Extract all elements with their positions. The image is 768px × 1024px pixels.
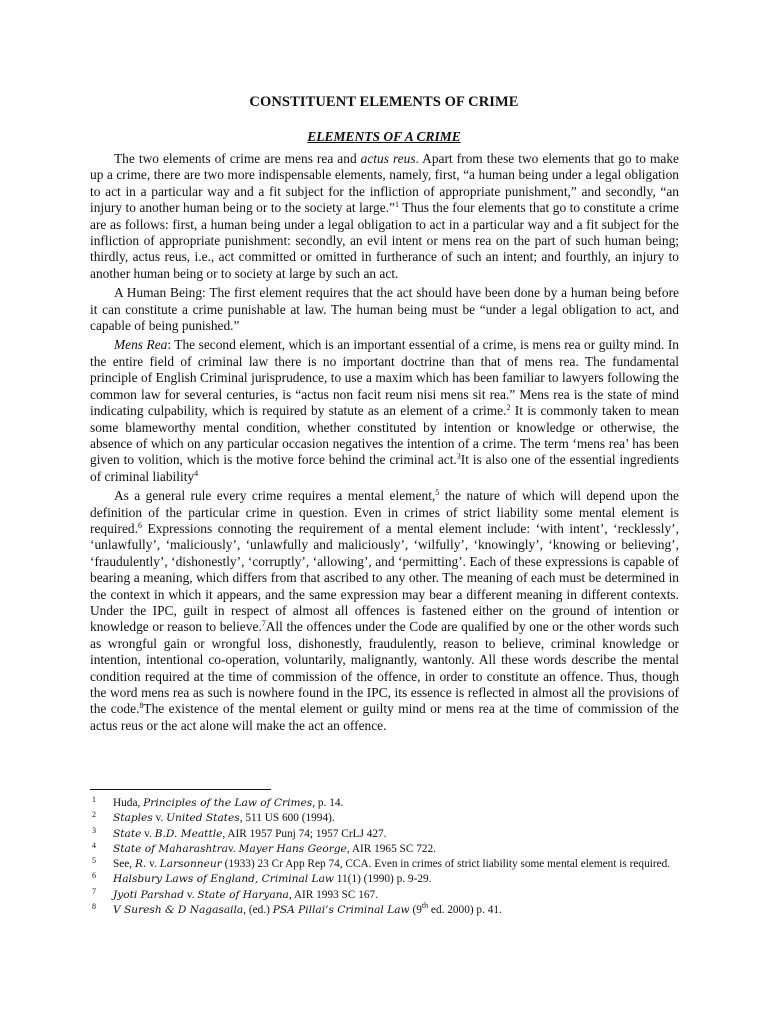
text-span: It is commonly taken to mean some blameworthy mental condition, whether constituted by intention or knowledge or otherwise, the absence of which on any particular occasion negatives the intention of a crime. The term ‘mens rea’ has been given to volition, which is the motive force behind the criminal act. <box>90 403 679 468</box>
text-span: v. <box>184 888 198 901</box>
citation-text: B.D. Meattle <box>154 827 223 840</box>
text-span: , AIR 1957 Punj 74; 1957 CrLJ 427. <box>222 827 387 840</box>
citation-text: Larsonneur <box>159 858 222 871</box>
paragraph <box>90 285 679 334</box>
footnote <box>90 857 679 871</box>
text-span: The existence of the mental element or guilty mind or mens rea at the time of commission of the actus reus or the act alone will make the act an offence. <box>90 701 679 733</box>
citation-text: Jyoti Parshad <box>113 888 185 901</box>
italic-text: Mens Rea <box>114 337 168 353</box>
section-heading: ELEMENTS OF A CRIME <box>307 129 461 144</box>
paragraph <box>90 151 679 282</box>
text-span: : The second element, which is an important essential of a crime, is mens rea or guilty mind. In the entire field of criminal law there is no important doctrine than that of mens rea. The fundamental principle of English Criminal jurisprudence, to use a maxim which has been familiar to lawyers following the common law for several centuries, is “actus non facit reum nisi mens sit rea.” Mens rea is the state of mind indicating culpability, which is required by statute as an element of a crime. <box>90 337 679 419</box>
citation-text: R. <box>134 858 147 871</box>
text-span: , p. 14. <box>312 797 344 809</box>
citation-text: PSA Pillai’s Criminal Law <box>272 904 410 917</box>
citation-text: Mayer Hans George <box>238 842 347 855</box>
citation-text: Principles of the Law of Crimes <box>143 797 313 809</box>
text-span: Thus the four elements that go to constitute a crime are as follows: first, a human being under a legal obligation to act in a particular way and a fit subject for the infliction of appropriate punishment: secondly, an evil intent or mens rea on the part of such human being; thirdly, actus reus, i.e., act committed or omitted in furtherance of such an intent; and fourthly, an injury to another human being or to society at large by such an act. <box>90 200 679 281</box>
text-span: It is also one of the essential ingredients of criminal liability <box>90 452 679 484</box>
paragraph <box>90 337 679 485</box>
text-span: ed. 2000) p. 41. <box>428 904 502 917</box>
text-span: 11(1) (1990) p. 9-29. <box>333 873 432 886</box>
text-span: v. <box>146 858 160 871</box>
footnote-marker: 3 <box>456 452 461 462</box>
text-span: , 511 US 600 (1994). <box>239 812 335 825</box>
footnote <box>90 888 679 902</box>
text-span: v. <box>141 827 155 840</box>
footnote-number: 7 <box>92 886 96 896</box>
citation-text: Staples <box>113 812 153 825</box>
footnote-number: 2 <box>92 810 96 820</box>
footnote <box>90 842 679 856</box>
footnote-marker: 4 <box>194 468 199 478</box>
footnote-marker: 1 <box>394 200 399 210</box>
text-span: , AIR 1965 SC 722. <box>346 842 436 855</box>
footnote-number: 5 <box>92 856 96 866</box>
footnote-marker: 2 <box>506 403 511 413</box>
footnote-marker: 6 <box>137 520 142 530</box>
text-span: , (ed.) <box>243 904 273 917</box>
footnote-number: 4 <box>92 840 96 850</box>
citation-text: V Suresh & D Nagasaila <box>113 904 244 917</box>
text-span: (9 <box>409 904 422 917</box>
footnote-number: 3 <box>92 825 96 835</box>
footnote <box>90 903 679 917</box>
footnote-marker: 7 <box>261 619 266 629</box>
citation-text: Halsbury Laws of England, Criminal Law <box>113 873 334 886</box>
footnote-marker: 8 <box>139 701 144 711</box>
text-span: Expressions connoting the requirement of a mental element include: ‘with intent’, ‘recklessly’, ‘unlawfully’, ‘maliciously’, ‘unlawfully and maliciously’, ‘wilfully’, ‘knowingly’, ‘knowing or believing’, ‘fraudulently’, ‘dishonestly’, ‘corruptly’, ‘allowing’, and ‘permitting’. Each of these expressions is capable of bearing a meaning, which differs from that ascribed to any other. The meaning of each must be determined in the context in which it appears, and the same expression may bear a different meaning in different contexts. Under the IPC, guilt in respect of almost all offences is fastened either on the ground of intention or knowledge or reason to believe. <box>90 520 679 635</box>
text-span: The two elements of crime are mens rea and <box>114 151 361 166</box>
footnote-divider <box>90 789 271 790</box>
text-span: v. <box>227 842 239 855</box>
footnote-marker: 5 <box>435 488 440 498</box>
footnote-marker: th <box>421 901 429 911</box>
text-span: All the offences under the Code are qualified by one or the other words such as wrongful gain or wrongful loss, dishonestly, fraudulently, reason to believe, criminal knowledge or intention, intentional co-operation, voluntarily, malignantly, wantonly. All these words describe the mental condition required at the time of commission of the offence, in order to constitute an offence. Thus, though the word mens rea as such is nowhere found in the IPC, its essence is reflected in almost all the provisions of the code. <box>90 619 680 717</box>
text-span: , AIR 1993 SC 167. <box>288 888 378 901</box>
footnote <box>90 811 679 825</box>
text-span: See, <box>113 858 135 871</box>
footnote <box>90 872 679 886</box>
text-span: (1933) 23 Cr App Rep 74, CCA. Even in crimes of strict liability some mental element is required. <box>221 858 671 871</box>
text-span: A Human Being: The first element requires that the act should have been done by a human being before it can constitute a crime punishable at law. The human being must be “under a legal obligation to act, and capable of being punished.” <box>90 285 679 334</box>
footnote <box>90 796 679 810</box>
citation-text: State of Haryana <box>197 888 289 901</box>
body-text <box>90 151 679 737</box>
page-title: CONSTITUENT ELEMENTS OF CRIME <box>249 94 519 110</box>
text-span: . Apart from these two elements that go to make up a crime, there are two more indispensable elements, namely, first, “a human being under a legal obligation to act in a particular way and a fit subject for the infliction of appropriate punishment,” and secondly, “an injury to another human being or to the society at large.” <box>90 151 679 216</box>
footnote <box>90 827 679 841</box>
citation-text: State <box>113 827 142 840</box>
footnotes <box>90 796 679 918</box>
text-span: the nature of which will depend upon the definition of the particular crime in question. Even in crimes of strict liability some mental element is required. <box>90 488 679 536</box>
text-span: As a general rule every crime requires a mental element, <box>114 488 436 504</box>
text-span: Huda, <box>113 797 144 809</box>
citation-text: United States <box>166 812 240 825</box>
footnote-number: 8 <box>92 902 96 912</box>
footnote-number: 1 <box>92 795 96 804</box>
paragraph <box>90 488 679 734</box>
citation-text: State of Maharashtra <box>113 842 228 855</box>
text-span: v. <box>152 812 167 825</box>
italic-text: actus reus <box>360 151 416 166</box>
footnote-number: 6 <box>92 871 96 881</box>
